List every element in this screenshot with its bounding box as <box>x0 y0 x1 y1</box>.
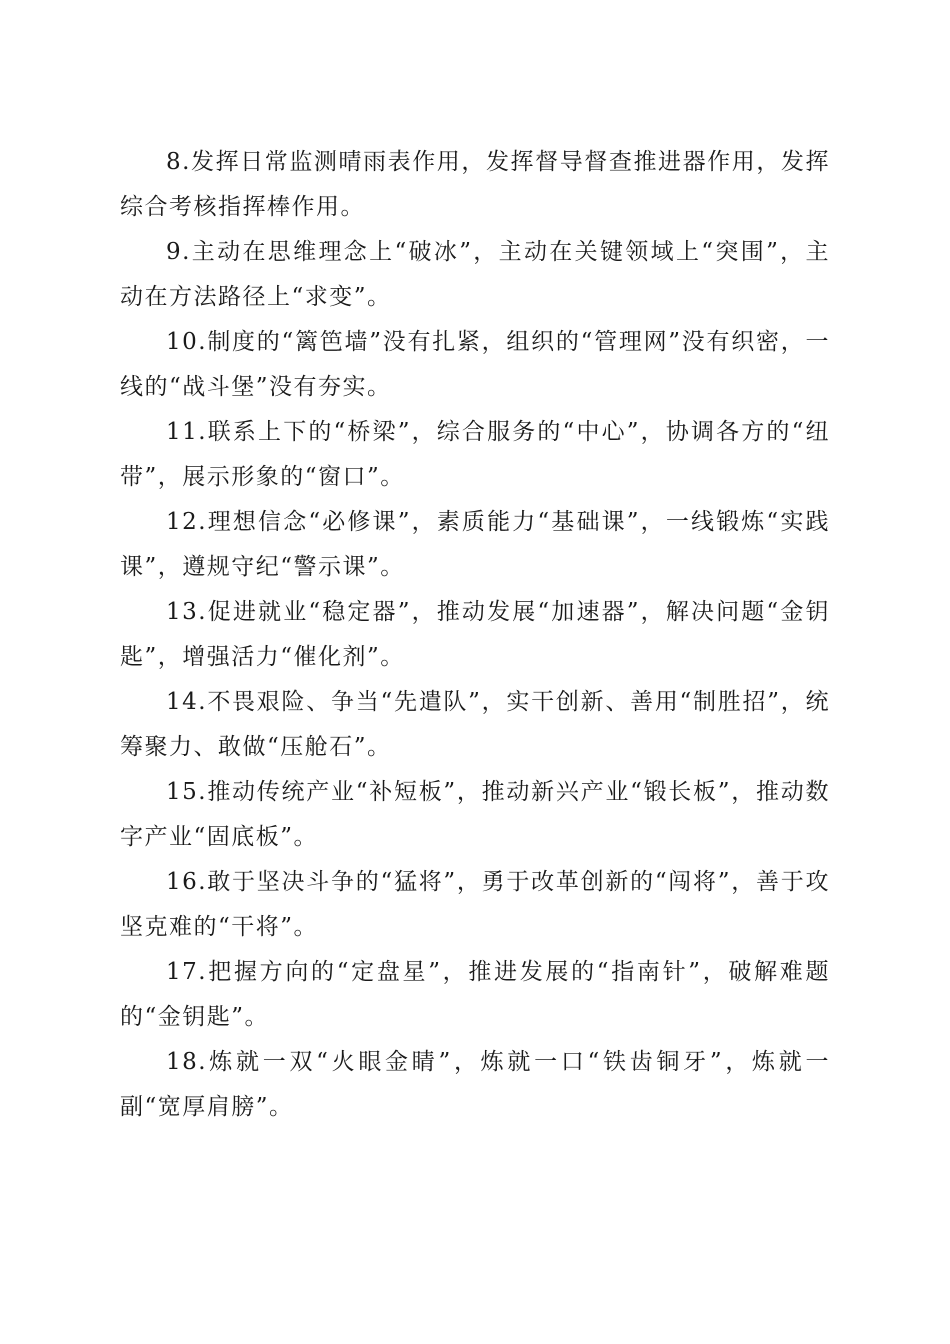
paragraph-16: 16.敢于坚决斗争的“猛将”，勇于改革创新的“闯将”，善于攻坚克难的“干将”。 <box>120 869 830 940</box>
paragraph-17: 17.把握方向的“定盘星”，推进发展的“指南针”，破解难题的“金钥匙”。 <box>120 959 830 1030</box>
paragraph-8: 8.发挥日常监测晴雨表作用，发挥督导督查推进器作用，发挥综合考核指挥棒作用。 <box>120 149 830 220</box>
paragraph-11: 11.联系上下的“桥梁”，综合服务的“中心”，协调各方的“纽带”，展示形象的“窗口”。 <box>120 419 830 490</box>
paragraph-9: 9.主动在思维理念上“破冰”，主动在关键领域上“突围”，主动在方法路径上“求变”。 <box>120 239 830 310</box>
paragraph-18: 18.炼就一双“火眼金睛”，炼就一口“铁齿铜牙”，炼就一副“宽厚肩膀”。 <box>120 1049 830 1120</box>
paragraph-10: 10.制度的“篱笆墙”没有扎紧，组织的“管理网”没有织密，一线的“战斗堡”没有夯实。 <box>120 329 830 400</box>
document-body <box>120 140 830 1130</box>
paragraph-13: 13.促进就业“稳定器”，推动发展“加速器”，解决问题“金钥匙”，增强活力“催化剂”。 <box>120 599 830 670</box>
paragraph-12: 12.理想信念“必修课”，素质能力“基础课”，一线锻炼“实践课”，遵规守纪“警示课”。 <box>120 509 830 580</box>
paragraph-15: 15.推动传统产业“补短板”，推动新兴产业“锻长板”，推动数字产业“固底板”。 <box>120 779 830 850</box>
paragraph-14: 14.不畏艰险、争当“先遣队”，实干创新、善用“制胜招”，统筹聚力、敢做“压舱石”。 <box>120 689 830 760</box>
